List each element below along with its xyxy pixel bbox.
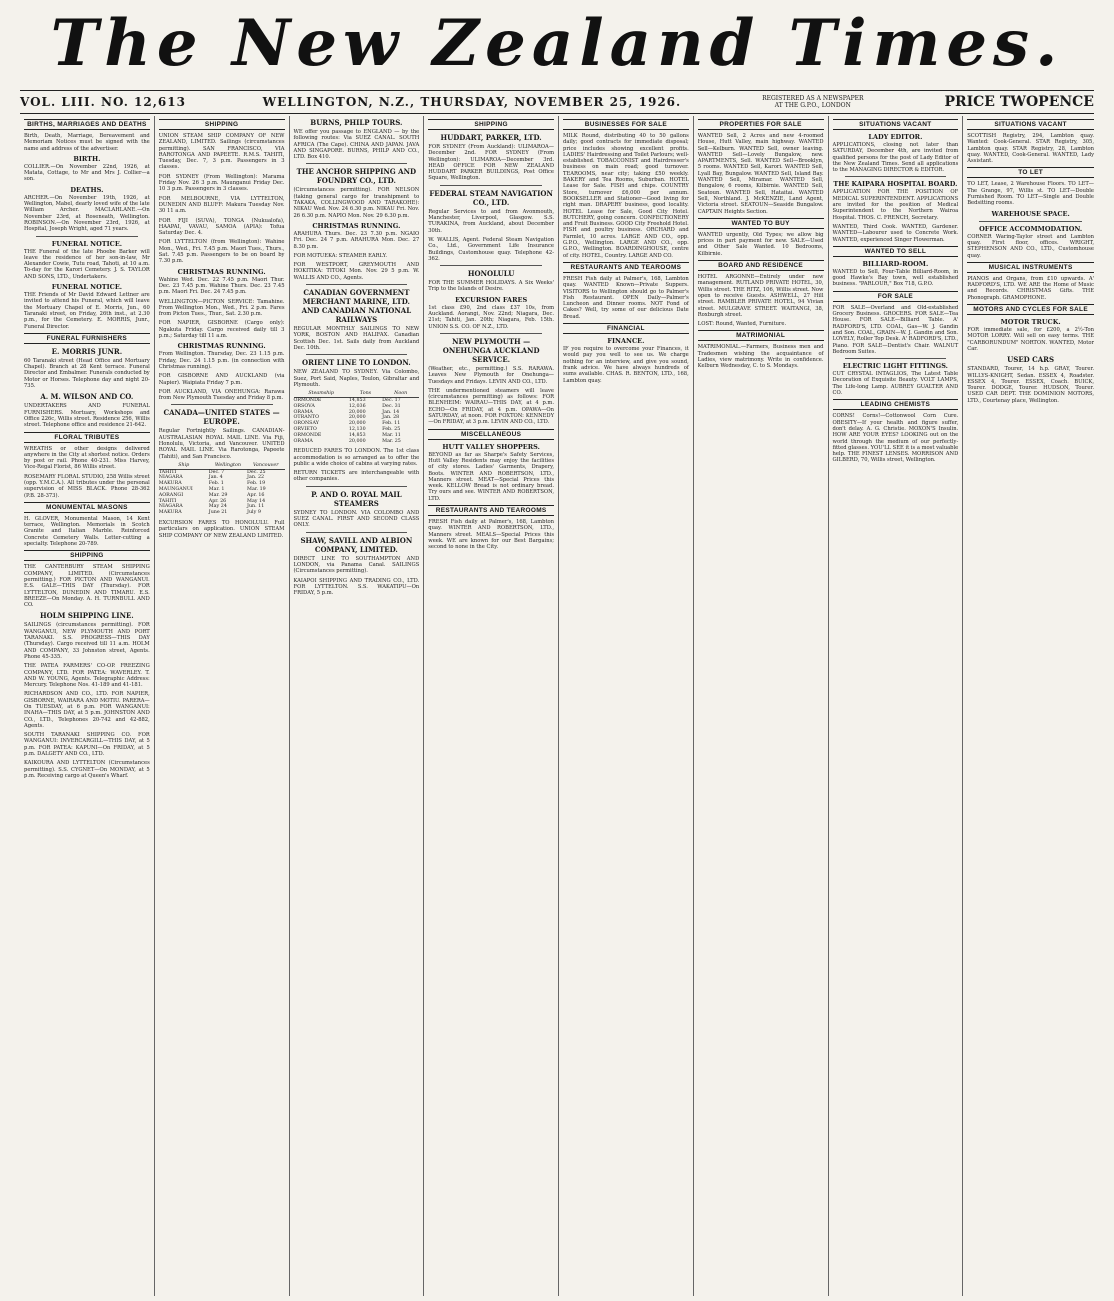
ad-text: FOR SYDNEY (From Auckland): ULIMAROA—December 2nd. FOR SYDNEY (From Wellington): ULIMAROA—December 3rd. HEAD OFFICE FOR NEW ZEALAND HUDDART PARKER BUILDINGS, Post Office Square, Wellington. bbox=[428, 144, 554, 182]
table-cell: NIAGARA bbox=[158, 475, 183, 481]
ad-text: CORNER Waring-Taylor street and Lambton quay. First floor, offices. WRIGHT, STEPHENSON AND CO., LTD., Customhouse quay. bbox=[967, 233, 1094, 259]
notice-heading: ELECTRIC LIGHT FITTINGS. bbox=[842, 362, 948, 371]
divider bbox=[306, 486, 408, 487]
ad-text: REDUCED FARES TO LONDON. The 1st class accommodation is so arranged as to offer the public a wide choice of cabins at varying rates. bbox=[293, 448, 420, 467]
table-cell: 20,000 bbox=[348, 421, 366, 427]
notice-heading: BILLIARD-ROOM. bbox=[862, 259, 929, 268]
table-cell: 20,000 bbox=[348, 409, 366, 415]
divider bbox=[171, 404, 273, 405]
table-cell: Jan. 28 bbox=[382, 415, 400, 421]
ad-text: IF you require to overcome your Finances, it would pay you well to see us. We charge nothing for an interview, and give you sound, frank advice. We have always hundreds of sums available. CHAS. R. BENTON, LTD., 168, Lambton quay. bbox=[563, 346, 689, 384]
ad-heading: P. AND O. ROYAL MAIL STEAMERS bbox=[311, 489, 402, 508]
notice-heading: THE KAIPARA HOSPITAL BOARD. bbox=[833, 180, 958, 189]
table-row bbox=[294, 439, 420, 445]
ad-text: APPLICATION FOR THE POSITION OF MEDICAL SUPERINTENDENT. APPLICATIONS are invited for the position of Medical Superintendent to the Northern Wairoa Hospital. THOS. C. FRENCH, Secretary. bbox=[832, 189, 959, 221]
sailings-table bbox=[159, 463, 285, 516]
ad-heading: CANADA—UNITED STATES —EUROPE. bbox=[163, 408, 280, 427]
table-cell: Jan. 4 bbox=[208, 475, 223, 481]
table-cell: ORAMA bbox=[293, 438, 313, 444]
notice-text: THE Funeral of the late Phoebe Barker will leave the residence of her son-in-law, Mr Alexander Cowie, Tutu road, Tahoti, at 10 a.m. To-day for the Karori Cemetery. J. S. TAYLOR AND SONS, LTD., Undertakers. bbox=[24, 248, 150, 280]
ad-heading: CANADIAN GOVERNMENT MERCHANT MARINE, LTD. AND CANADIAN NATIONAL RAILWAYS bbox=[301, 288, 412, 325]
ad-text: Regular Services to and from Avonmouth, Manchester, Liverpool, Glasgow. S.S. TURAKINA, from Auckland, about December 30th. bbox=[428, 208, 554, 234]
table-header-cell: Tons bbox=[349, 391, 382, 397]
section-header: TO LET bbox=[967, 167, 1094, 178]
section-header: MONUMENTAL MASONS bbox=[24, 502, 150, 513]
ad-text: UNDERTAKERS AND FUNERAL FURNISHERS. Mortuary, Workshops and Office 226c, Willis street. Residence 256, Willis street. Telephone office and residence 21-642. bbox=[24, 403, 150, 429]
table-header-cell: Vancouver bbox=[247, 463, 284, 469]
table-cell: Dec. 25 bbox=[247, 469, 266, 475]
notice-heading: EXCURSION FARES bbox=[455, 295, 528, 304]
section-header: FUNERAL FURNISHERS bbox=[24, 333, 150, 344]
section-header: WANTED TO SELL bbox=[833, 246, 959, 257]
section-header: SHIPPING bbox=[24, 550, 150, 561]
section-header: SITUATIONS VACANT bbox=[833, 119, 959, 130]
ad-text: FOR GISBORNE AND AUCKLAND (via Napier). Waipiata Friday 7 p.m. bbox=[158, 373, 285, 386]
ad-heading: USED CARS bbox=[1007, 355, 1055, 365]
table-cell: June 21 bbox=[208, 510, 228, 516]
notice-heading: BIRTH. bbox=[73, 154, 101, 163]
notice-heading: FUNERAL NOTICE. bbox=[51, 239, 123, 248]
divider bbox=[306, 354, 408, 355]
notice-text: THE Friends of Mr David Edward Lettner are invited to attend his Funeral, which will leave the Mortuary Chapel of E. Morris, Jun., 60 Taranaki street, on Friday, 26th inst., at 2.30 p.m., for the Cemetery. E. MORRIS, Junr., Funeral Director. bbox=[24, 292, 150, 330]
ad-heading: NEW PLYMOUTH — ONEHUNGA AUCKLAND SERVICE. bbox=[442, 336, 540, 364]
ad-text: 1st class £90, 2nd class £37 10s, from Auckland. Aorangi, Nov. 22nd; Niagara, Dec. 21st; Tahiti, Jan. 20th; Niagara, Feb. 15th. UNION S.S. CO. OF N.Z., LTD. bbox=[428, 304, 554, 330]
ad-text: MATRIMONIAL.—Farmers, Business men and Tradesmen wishing the acquaintance of Ladies, view matrimony. Write in confidence. Kelburn Wednesday, C. to S. Mondays. bbox=[697, 344, 824, 370]
ad-text: SYDNEY TO LONDON. VIA COLOMBO AND SUEZ CANAL. FIRST AND SECOND CLASS ONLY. bbox=[293, 509, 420, 529]
ad-text: FOR AUCKLAND, VIA ONEHUNGA: Rarawa from New Plymouth Tuesday and Friday 8 p.m. bbox=[158, 388, 285, 402]
column-5 bbox=[559, 116, 694, 1296]
table-cell: 14,853 bbox=[348, 397, 366, 403]
notice-text: Birth, Death, Marriage, Bereavement and Memoriam Notices must be signed with the name and address of the advertiser. bbox=[24, 133, 150, 152]
table-row bbox=[294, 433, 420, 439]
divider bbox=[979, 221, 1082, 222]
divider bbox=[845, 358, 947, 359]
section-header: RESTAURANTS AND TEAROOMS bbox=[563, 262, 689, 273]
ad-text: STANDARD, Tourer, 14 h.p. GRAY, Tourer. WILLYS-KNIGHT, Sedan. ESSEX 4, Roadster. ESSEX 4, Tourer. ESSEX, Coach. BUICK, Tourer. DODGE, Tourer. HUDSON, Tourer. USED CAR DEPT. THE DOMINION MOTORS, LTD., Courtenay place, Wellington. bbox=[967, 366, 1094, 404]
price: PRICE TWOPENCE bbox=[944, 94, 1094, 110]
table-cell: Feb. 25 bbox=[382, 426, 401, 432]
divider bbox=[845, 176, 947, 177]
table-cell: TAHITI bbox=[158, 469, 177, 475]
ad-text: FOR SALE—Overland and Old-established Grocery Business. GROCERS. FOR SALE—Tea House. FOR SALE—Billiard Table. A' RADFORD'S, LTD. COAL, Gas—W. J. Gandin and Son. COAL, GRAIN—W. J. Gandin and Son. LOVELY, Roller Top Desk. A' RADFORD'S, LTD., Piano. FOR SALE—Dentist's Chair. WALNUT Bedroom Suites. bbox=[832, 304, 959, 355]
table-cell: Dec. 7 bbox=[208, 469, 225, 475]
divider bbox=[306, 284, 408, 285]
ad-heading: A. M. WILSON AND CO. bbox=[40, 392, 134, 402]
table-cell: TAHITI bbox=[158, 498, 177, 504]
section-header: LEADING CHEMISTS bbox=[833, 399, 959, 410]
section-header: RESTAURANTS AND TEAROOMS bbox=[428, 505, 554, 516]
table-cell: Jan. 22 bbox=[247, 475, 265, 481]
ad-text: WREATHS or other designs delivered anywhere in the City at shortest notice. Orders by post or rail. Phone 40-231. Miss Harvey, Vice-Regal Florist, 86 Willis street. bbox=[24, 445, 150, 471]
table-row bbox=[294, 397, 420, 403]
table-header-cell: Wellington bbox=[209, 463, 247, 469]
ad-text: WANTED Sell, 2 Acres and new 4-roomed House, Hutt Valley, main highway. WANTED Sell—Kelburn. WANTED Sell, owner leaving. WANTED Sell—Lovely Bungalow, new. APARTMENTS, Sell. WANTED Sell—Brooklyn, 5 rooms. WANTED Sell, Karori. WANTED Sell, Lyall Bay, Bungalow. WANTED Sell, Island Bay. WANTED Sell, Miramar. WANTED Sell, Bungalow, 6 rooms, Kilbirnie. WANTED Sell, Seatoun. WANTED Sell, Hataitai. WANTED Sell, Northland. J. McKENZIE, Land Agent, Victoria street. SEATOUN—Seaside Bungalow. CAPTAIN Heights Section. bbox=[697, 133, 824, 215]
table-cell: ORAMA bbox=[293, 409, 313, 415]
ad-text: KAIKOURA AND LYTTELTON (Circumstances permitting). S.S. CYGNET—On MONDAY, at 5 p.m. Receiving cargo at Queen's Wharf. bbox=[24, 760, 150, 779]
ad-text: FOR NAPIER, GISBORNE (Cargo only): Ngakuta Friday. Cargo received daily till 3 p.m.; Saturday till 11 a.m. bbox=[158, 320, 285, 340]
table-cell: July 9 bbox=[247, 510, 261, 516]
notice-heading: LADY EDITOR. bbox=[868, 133, 923, 141]
ad-text: EXCURSION FARES TO HONOLULU. Full particulars on application. UNION STEAM SHIP COMPANY OF NEW ZEALAND LIMITED. bbox=[158, 520, 285, 539]
ad-text: FOR MELBOURNE, VIA LYTTELTON, DUNEDIN AND BLUFF: Makura Tuesday Nov. 30 11 a.m. bbox=[158, 195, 285, 215]
ad-text: Regular Fortnightly Sailings. CANADIAN-AUSTRALASIAN ROYAL MAIL LINE. Via Fiji, Honolulu, Victoria, and Vancouver. UNITED ROYAL MAIL LINE. Via Rarotonga, Papeete (Tahiti), and San Francisco. bbox=[158, 428, 285, 460]
table-cell: Feb. 1 bbox=[208, 481, 224, 487]
ad-text: CUT CRYSTAL INTAGLIOS, The Latest Table Decoration of Exquisite Beauty. VOLT LAMPS, The Life-long Lamp. AUBREY GUALTER AND CO. bbox=[832, 371, 959, 397]
table-cell: NIAGARA bbox=[158, 504, 183, 510]
ad-text: WE offer you passage to ENGLAND — by the following routes: Via SUEZ CANAL. SOUTH AFRICA (The Cape). CHINA AND JAPAN. JAVA AND SINGAPORE. BURNS, PHILP AND CO., LTD. Box 410. bbox=[293, 129, 420, 161]
table-cell: Mar. 1 bbox=[208, 487, 225, 493]
section-header: MUSICAL INSTRUMENTS bbox=[967, 262, 1094, 273]
ad-text: FOR THE SUMMER HOLIDAYS. A Six Weeks' Trip to the Islands of Desire. bbox=[428, 280, 554, 293]
section-header: BUSINESSES FOR SALE bbox=[563, 119, 689, 130]
table-cell: 20,000 bbox=[348, 415, 366, 421]
column-2 bbox=[155, 116, 290, 1296]
table-cell: Mar. 29 bbox=[208, 492, 228, 498]
ad-text: LOST: Round, Wanted, Furniture. bbox=[697, 321, 787, 328]
ad-heading: THE ANCHOR SHIPPING AND FOUNDRY CO., LTD. bbox=[296, 167, 417, 186]
ad-heading: HOLM SHIPPING LINE. bbox=[40, 611, 134, 621]
table-cell: ORSOVA bbox=[293, 403, 315, 409]
table-cell: AORANGI bbox=[158, 492, 184, 498]
table-cell: MAUNGANUI bbox=[158, 487, 193, 493]
table-cell: Apr. 16 bbox=[247, 492, 265, 498]
ad-text: DIRECT LINE TO SOUTHAMPTON AND LONDON, via Panama Canal. SAILINGS (Circumstances permitting). bbox=[293, 555, 420, 575]
ad-text: FOR LYTTELTON (from Wellington): Wahine Mon., Wed., Fri. 7.45 p.m. Maori Tues., Thurs., Sat. 7.45 p.m. Passengers to be on board by 7.30 p.m. bbox=[158, 239, 285, 265]
notice-heading: CHRISTMAS RUNNING. bbox=[177, 342, 266, 351]
ad-text: (Circumstances permitting). FOR NELSON (taking general cargo for transhipment to TAKAKA, COLLINGWOOD AND TARAKOHE): NIKAU Wed. Nov. 24 6.30 p.m. NIKAU Fri. Nov. 26 6.30 p.m. NAPIO Mon. Nov. 29 6.30 p.m. bbox=[293, 187, 420, 219]
table-cell: Feb. 19 bbox=[247, 481, 266, 487]
ad-text: FOR SYDNEY (From Wellington): Marama Friday Nov. 26 3 p.m. Maunganui Friday Dec. 10 3 p.m. Passengers in 3 classes. bbox=[158, 173, 285, 193]
table-cell: Feb. 11 bbox=[382, 421, 401, 427]
columns bbox=[20, 116, 1098, 1296]
column-7 bbox=[829, 116, 964, 1296]
table-cell: ORMONDE bbox=[293, 397, 322, 403]
table-cell: Jan. 14 bbox=[382, 409, 400, 415]
table-cell: 14,853 bbox=[348, 432, 366, 438]
ad-text: FRESH Fish daily at Palmer's, 168, Lambton quay. WANTED Known—Private Suppers. VISITORS to Wellington should go to Palmer's Fish Restaurant. OPEN Daily—Palmer's Luncheon and Dinner rooms. NOT Fond of Cakes? Well, try some of our delicious Date Bread. bbox=[563, 275, 689, 320]
ad-heading: ORIENT LINE TO LONDON. bbox=[302, 358, 411, 368]
table-header-cell: Ship bbox=[159, 463, 209, 469]
notice-heading: HUTT VALLEY SHOPPERS. bbox=[442, 442, 540, 451]
newspaper-title: The New Zealand Times. bbox=[50, 6, 1064, 81]
notice-heading: CHRISTMAS RUNNING. bbox=[177, 267, 266, 276]
table-cell: MAKURA bbox=[158, 510, 182, 516]
ad-text: NEW ZEALAND TO SYDNEY. Via Colombo, Suez, Port Said, Naples, Toulon, Gibraltar and Plymouth. bbox=[293, 369, 420, 388]
section-header: FOR SALE bbox=[833, 291, 959, 302]
section-header: PROPERTIES FOR SALE bbox=[698, 119, 824, 130]
ad-text: FRESH Fish daily at Palmer's, 168, Lambton quay. WINTER AND ROBERTSON, LTD., Manners street. MEALS—Special Prices this week. WE are known for our Best Bargains; second to none in the City. bbox=[428, 518, 554, 551]
ad-text: FOR FIJI (SUVA), TONGA (Nukualofa), HAAPAI, VAVAU, SAMOA (APIA): Tofua Saturday Dec. 4. bbox=[158, 217, 285, 237]
ad-text: FOR WESTPORT, GREYMOUTH AND HOKITIKA: TITOKI Mon. Nov. 29 5 p.m. W. WALLIS AND CO., Agents. bbox=[293, 262, 420, 281]
notice-heading: FUNERAL NOTICE. bbox=[51, 283, 123, 292]
volume-number: VOL. LIII. NO. 12,613 bbox=[20, 95, 186, 109]
dateline bbox=[20, 90, 1094, 114]
ad-text: PIANOS and Organs, from £10 upwards. A' RADFORD'S, LTD. WE ARE the Home of Music and Records. CHRISTMAS Gifts. THE Phonograph. GRAMOPHONE. bbox=[967, 275, 1094, 301]
ad-heading: HONOLULU bbox=[467, 269, 515, 279]
table-row bbox=[159, 487, 285, 493]
ad-text: ARAHURA Thurs. Dec. 23 7.30 p.m. NGAIO Fri. Dec. 24 7 p.m. ARAHURA Mon. Dec. 27 8.30 p.m. bbox=[293, 230, 420, 250]
ad-text: BEYOND as far as Sharpe's Safety Services, Hutt Valley Residents may enjoy the facilities of city stores. Ladies' Garments, Drapery, Boots. WINTER AND ROBERTSON, LTD., Manners street. MEAT—Special Prices this week. KELLOW Bread is not ordinary bread. Try ours and see. WINTER AND ROBERTSON, LTD. bbox=[428, 451, 554, 502]
table-cell: Mar. 19 bbox=[247, 487, 266, 493]
ad-text: SAILINGS (circumstances permitting). FOR WANGANUI, NEW PLYMOUTH AND PORT TARANAKI. S.S. PROGRESS—THIS DAY (Thursday). Cargo received till 11 a.m. HOLM AND COMPANY, 33 Johnston street, Agents. Phone 45-335. bbox=[24, 622, 150, 660]
ad-heading: HUDDART, PARKER, LTD. bbox=[440, 133, 542, 142]
notice-heading: MOTOR TRUCK. bbox=[1000, 318, 1061, 327]
table-cell: Apr. 26 bbox=[208, 498, 227, 504]
notice-text: COLLIER.—On November 22nd, 1926, at Matata, Cottage, to Mr and Mrs J. Collier—a son. bbox=[24, 163, 150, 183]
table-cell: MAKURA bbox=[158, 481, 182, 487]
ad-text: (Weather, etc., permitting.) S.S. RARAWA. Leaves New Plymouth for Onehunga—Tuesdays and Fridays. LEVIN AND CO., LTD. bbox=[428, 365, 554, 385]
section-header: WANTED TO BUY bbox=[698, 218, 824, 229]
notice-heading: OFFICE ACCOMMODATION. bbox=[979, 224, 1083, 233]
notice-heading: CHRISTMAS RUNNING. bbox=[312, 221, 401, 230]
table-cell: Mar. 25 bbox=[382, 438, 401, 444]
table-cell: Dec. 17 bbox=[382, 397, 401, 403]
ad-text: H. GLOVER, Monumental Mason, 14 Kent terrace, Wellington. Memorials in Scotch Granite and Italian Marble. Reinforced Concrete Cemetery Walls. Letter-cutting a specialty. Telephone 20-789. bbox=[24, 515, 150, 548]
ad-text: SOUTH TARANAKI SHIPPING CO. FOR WANGANUI: INVERCARGILL—THIS DAY, at 5 p.m. FOR PATEA: KAPUNI—On FRIDAY, at 5 p.m. DALGETY AND CO., LTD. bbox=[24, 732, 150, 758]
ad-text: UNION STEAM SHIP COMPANY OF NEW ZEALAND, LIMITED. Sailings (circumstances permitting). SAN FRANCISCO, VIA RAROTONGA AND PAPEETE. R.M.S. TAHITI, Tuesday, Dec. 7, 3 p.m. Passengers in 3 classes. bbox=[158, 133, 285, 171]
divider bbox=[440, 333, 542, 334]
registration-notice: REGISTERED AS A NEWSPAPER AT THE G.P.O., LONDON bbox=[762, 95, 864, 109]
issue-date: WELLINGTON, N.Z., THURSDAY, NOVEMBER 25, 1926. bbox=[262, 95, 682, 109]
ad-text: 60 Taranaki street (Head Office and Mortuary Chapel). Branch at 28 Kent terrace. Funeral Director and Embalmer. Funerals conducted by Motor or Horses. Telephone day and night 20-735. bbox=[24, 357, 150, 390]
ad-heading: SHAW, SAVILL AND ALBION COMPANY, LIMITED. bbox=[300, 535, 413, 554]
ad-text: MILK Round, distributing 40 to 50 gallons daily; good contracts for immediate disposal; price includes showing excellent profits. LADIES' Hairdressing and Toilet Parlours; well-established. TOBACCONIST and Hairdresser's business on main road; good turnover. TEAROOMS, near city; taking £50 weekly. BAKERY and Tea Rooms, Suburban. HOTEL Lease for Sale. FISH and chips. COUNTRY Store, turnover £6,000 per annum. BOOKSELLER and Stationer—Good living for right man. DRAPERY business, good locality. HOTEL Lease for Sale, Good City Hotel. BUTCHERY, going concern. CONFECTIONERY and Fruit Business. GOOD City Freehold Hotel. FISH and poultry business. ORCHARD and Farmlet, 10 acres. LARGE AND CO., opp. G.P.O., Wellington. LARGE AND CO., opp. G.P.O., Wellington. BOARDINGHOUSE, centre of city. HOTEL, Country. LARGE AND CO. bbox=[563, 133, 689, 259]
table-cell: ORONSAY bbox=[293, 421, 319, 427]
column-1 bbox=[20, 116, 155, 1296]
ad-text: THE undermentioned steamers will leave (circumstances permitting) as follows: FOR BLENHEIM: WAIRAU—THIS DAY, at 4 p.m. ECHO—On FRIDAY, at 4 p.m. OPAWA—On SATURDAY, at noon. FOR FOXTON: KENNEDY—On FRIDAY, at 3 p.m. LEVIN AND CO., LTD. bbox=[428, 387, 554, 426]
section-header: FLORAL TRIBUTES bbox=[24, 432, 150, 443]
divider bbox=[440, 265, 542, 266]
masthead bbox=[0, 8, 1114, 80]
table-cell: 12,130 bbox=[348, 426, 366, 432]
ad-text: ROSEMARY FLORAL STUDIO, 258 Willis street (opp. Y.M.C.A.). All tributes under the personal supervision of MISS BLACK. Phone 28-362 (P.B. 28-373). bbox=[24, 473, 150, 499]
ad-text: THE PATEA FARMERS' CO-OP. FREEZING COMPANY, LTD. FOR PATEA: WAVERLEY. T. AND W. YOUNG, Agents. Telegraphic Address: Mercury. Telephone Nos. 41-189 and 41-181. bbox=[24, 663, 150, 689]
ad-text: Wahine Wed. Dec. 22 7.45 p.m. Maori Thur. Dec. 23 7.45 p.m. Wahine Thurs. Dec. 23 7.45 p.m. Maori Fri. Dec. 24 7.45 p.m. bbox=[158, 276, 285, 296]
ad-text: WANTED to Sell, Four-Table Billiard-Room, in good Hawke's Bay town, well established business. "PARLOUR," Box 718, G.P.O. bbox=[832, 268, 959, 288]
ad-text: APPLICATIONS, closing not later than SATURDAY, December 4th, are invited from qualified persons for the post of Lady Editor of the New Zealand Times. Send all applications to the MANAGING DIRECTOR & EDITOR. bbox=[832, 142, 959, 174]
table-row bbox=[159, 510, 285, 516]
ad-heading: BURNS, PHILP TOURS. bbox=[310, 118, 403, 127]
column-3 bbox=[290, 116, 425, 1296]
ad-text: WANTED urgently, Old Types; we allow big prices in part payment for new. SALE—Used and Other Sale Wanted. 10 Bedrooms, Kilbirnie. bbox=[697, 231, 824, 257]
table-cell: ORVIETO bbox=[293, 426, 317, 432]
table-header-cell: Noon bbox=[382, 391, 419, 397]
ad-text: TO LET, Lease, 2 Warehouse Floors. TO LET—The Grange, 97, Willis st. TO LET—Double Furnished Room. TO LET—Single and Double Bedsitting rooms. bbox=[967, 181, 1094, 207]
notice-text: ARCHER.—On November 19th, 1926, at Wellington, Mabel, dearly loved wife of the late William Archer. MACLAHLANE.—On November 23rd, at Roseneath, Wellington. ROBINSON.—On November 23rd, 1926, at Hospital, Joseph Wright, aged 71 years. bbox=[24, 194, 150, 233]
ad-text: KAIAPOI SHIPPING AND TRADING CO., LTD. FOR LYTTELTON. S.S. WAKATIPU—On FRIDAY, 5 p.m. bbox=[293, 577, 420, 597]
ad-text: From Wellington. Thursday, Dec. 23 1.15 p.m. Friday, Dec. 24 1.15 p.m. (in connection with Christmas running). bbox=[158, 351, 285, 370]
orient-sailings-table bbox=[294, 391, 420, 444]
ad-text: HOTEL ARGONNE—Entirely under new management. RUTLAND PRIVATE HOTEL, 30, Willis street. THE RITZ, 106, Willis street. Now open to receive Guests. ASHWELL, 27 Hill street. RAMBLER PRIVATE HOTEL, 94 Vivian street. MULGRAVE STREET. WAITANGI, 38, Roxburgh street. bbox=[697, 274, 824, 318]
ad-text: W. WALLIS, Agent. Federal Steam Navigation Co., Ltd., Government Life Insurance Buildings, Customhouse quay. Telephone 42-362. bbox=[428, 236, 554, 262]
column-8 bbox=[963, 116, 1098, 1296]
table-header-cell: Steamship bbox=[294, 391, 349, 397]
ad-text: SCOTTISH Registry, 294, Lambton quay. Wanted: Cook-General. STAR Registry, 305, Lambton quay. STAR Registry, 28, Lambton quay. WANTED, Cook-General. WANTED, Lady Assistant. bbox=[967, 133, 1094, 165]
divider bbox=[306, 532, 408, 533]
notice-heading: DEATHS. bbox=[70, 185, 104, 194]
table-cell: OTRANTO bbox=[293, 415, 320, 421]
ad-heading: E. MORRIS JUNR. bbox=[51, 346, 123, 356]
table-cell: ORMONDE bbox=[293, 432, 322, 438]
table-cell: 12,036 bbox=[348, 403, 366, 409]
ad-text: RICHARDSON AND CO., LTD. FOR NAPIER, GISBORNE, WAIRARA AND MOTIU. PARERA—On TUESDAY, at 6 p.m. FOR WANGANUI: INAHA—THIS DAY, at 5 p.m. JOHNSTON AND CO., LTD., Telephones 20-742 and 42-882, Agents. bbox=[24, 691, 150, 729]
table-cell: Mar. 11 bbox=[382, 432, 401, 438]
section-header: SHIPPING bbox=[428, 119, 554, 130]
ad-text: FOR immediate sale, for £200, a 2½-Ton MOTOR LORRY. Will sell on easy terms. THE "CARBORUNDUM" NORTON. WANTED, Motor Car. bbox=[967, 327, 1094, 352]
column-6 bbox=[694, 116, 829, 1296]
table-cell: Jun. 11 bbox=[247, 504, 265, 510]
ad-text: WELLINGTON—PICTON SERVICE: Tamahine. From Wellington Mon., Wed., Fri. 2 p.m. Fares from Picton Tues., Thur., Sat. 2.30 p.m. bbox=[158, 298, 285, 318]
notice-heading: FINANCE. bbox=[607, 337, 645, 346]
divider bbox=[440, 185, 542, 186]
section-header: MISCELLANEOUS bbox=[428, 429, 554, 440]
notice-heading: WAREHOUSE SPACE. bbox=[991, 209, 1070, 218]
section-header: MOTORS AND CYCLES FOR SALE bbox=[967, 304, 1094, 315]
ad-text: REGULAR MONTHLY SAILINGS TO NEW YORK, BOSTON AND HALIFAX. Canadian Scottish Dec. 1st. Sails daily from Auckland Dec. 10th. bbox=[293, 326, 420, 351]
column-4 bbox=[424, 116, 559, 1296]
ad-heading: FEDERAL STEAM NAVIGATION CO., LTD. bbox=[429, 188, 553, 207]
divider bbox=[306, 163, 408, 164]
table-cell: May 24 bbox=[208, 504, 227, 510]
ad-text: FOR MOTUEKA: STEAMER EARLY. bbox=[293, 252, 388, 259]
section-header: BIRTHS, MARRIAGES AND DEATHS bbox=[24, 119, 150, 130]
table-row bbox=[294, 404, 420, 410]
ad-text: RETURN TICKETS are interchangeable with other companies. bbox=[293, 470, 420, 483]
table-cell: May 14 bbox=[247, 498, 266, 504]
ad-text: THE CANTERBURY STEAM SHIPPING COMPANY, LIMITED. (Circumstances permitting.) FOR PICTON AND WANGANUI. E.S. GALE—THIS DAY (Thursday). FOR LYTTELTON, DUNEDIN AND TIMARU. E.S. BREEZE—On Monday. A. H. TURNBULL AND CO. bbox=[24, 564, 150, 609]
section-header: FINANCIAL bbox=[563, 323, 689, 334]
section-header: MATRIMONIAL bbox=[698, 330, 824, 341]
table-cell: Dec. 31 bbox=[382, 403, 401, 409]
ad-text: WANTED, Third Cook. WANTED, Gardener. WANTED—Labourer used to Concrete Work. WANTED, experienced Singer Flowerman. bbox=[832, 223, 959, 243]
table-cell: 20,000 bbox=[348, 438, 366, 444]
section-header: SITUATIONS VACANT bbox=[967, 119, 1094, 130]
ad-text: CORNS! Corns!—Cottonwool Corn Cure. OBESITY—If your health and figure suffer, don't delay. A. G. Christie. MOXON'S Insulin. HOW ARE YOUR EYES? LOOKING out on the world through the medium of our perfectly-fitted glasses. YOU'LL SEE it is a most valuable help. THE FINEST LENSES. MORRISON AND GILBERD, 70, Willis street, Wellington. bbox=[832, 413, 959, 464]
section-header: BOARD AND RESIDENCE bbox=[698, 260, 824, 271]
divider bbox=[36, 236, 138, 237]
table-header-row bbox=[159, 463, 285, 469]
section-header: SHIPPING bbox=[159, 119, 285, 130]
